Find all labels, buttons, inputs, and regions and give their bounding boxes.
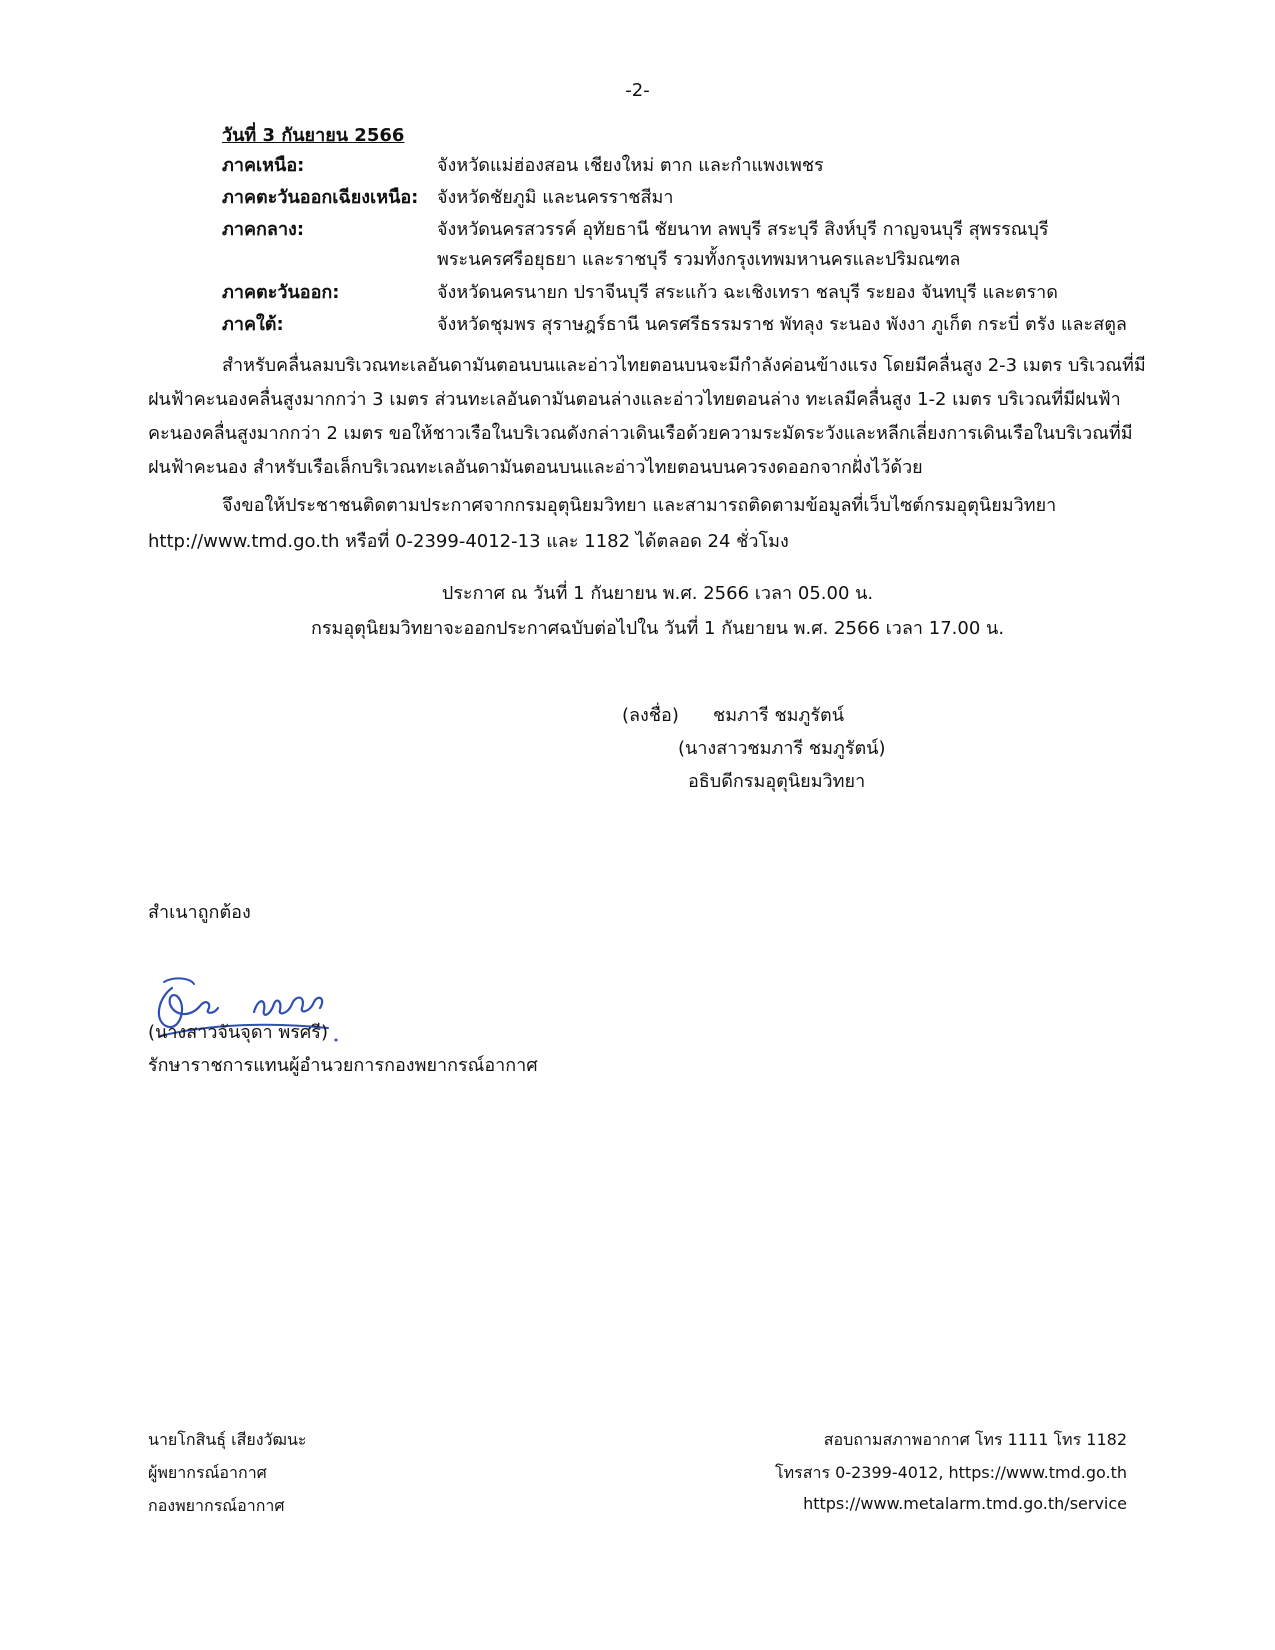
- footer-fax-website: โทรสาร 0-2399-4012, https://www.tmd.go.th: [775, 1463, 1127, 1482]
- paragraph-line: จึงขอให้ประชาชนติดตามประกาศจากกรมอุตุนิยมวิทยา และสามารถติดตามข้อมูลที่เว็บไซต์กรมอุตุนิยมวิทยา: [222, 495, 1057, 516]
- certified-name: (นางสาวจันจุดา พรศรี): [148, 1022, 328, 1043]
- page-number: -2-: [625, 80, 650, 101]
- paragraph-line: ฝนฟ้าคะนอง สำหรับเรือเล็กบริเวณทะเลอันดามันตอนบนและอ่าวไทยตอนบนควรงดออกจากฝั่งไว้ด้วย: [148, 457, 923, 478]
- signatory-position: อธิบดีกรมอุตุนิยมวิทยา: [688, 771, 866, 792]
- paragraph-line: ฝนฟ้าคะนองคลื่นสูงมากกว่า 3 เมตร ส่วนทะเลอันดามันตอนล่างและอ่าวไทยตอนล่าง ทะเลมีคลื่นสูง 1-2 เมตร บริเวณที่มีฝนฟ้า: [148, 389, 1121, 410]
- footer-service-link: https://www.metalarm.tmd.go.th/service: [803, 1494, 1127, 1513]
- paragraph-line: สำหรับคลื่นลมบริเวณทะเลอันดามันตอนบนและอ่าวไทยตอนบนจะมีกำลังค่อนข้างแรง โดยมีคลื่นสูง 2-3 เมตร บริเวณที่มี: [222, 355, 1146, 376]
- next-announce: กรมอุตุนิยมวิทยาจะออกประกาศฉบับต่อไปใน วันที่ 1 กันยายน พ.ศ. 2566 เวลา 17.00 น.: [310, 618, 1005, 639]
- announce-time: ประกาศ ณ วันที่ 1 กันยายน พ.ศ. 2566 เวลา 05.00 น.: [441, 583, 874, 604]
- certified-position: รักษาราชการแทนผู้อำนวยการกองพยากรณ์อากาศ: [148, 1055, 538, 1076]
- region-label: ภาคตะวันออก:: [222, 282, 340, 303]
- paragraph-line: http://www.tmd.go.th หรือที่ 0-2399-4012-13 และ 1182 ได้ตลอด 24 ชั่วโมง: [148, 531, 789, 552]
- region-text: พระนครศรีอยุธยา และราชบุรี รวมทั้งกรุงเทพมหานครและปริมณฑล: [437, 249, 961, 270]
- date-heading: วันที่ 3 กันยายน 2566: [222, 125, 405, 146]
- signed-name: ชมภารี ชมภูรัตน์: [713, 705, 845, 726]
- region-text: จังหวัดนครนายก ปราจีนบุรี สระแก้ว ฉะเชิงเทรา ชลบุรี ระยอง จันทบุรี และตราด: [437, 282, 1058, 303]
- region-text: จังหวัดนครสวรรค์ อุทัยธานี ชัยนาท ลพบุรี สระบุรี สิงห์บุรี กาญจนบุรี สุพรรณบุรี: [437, 219, 1049, 240]
- footer-phone: สอบถามสภาพอากาศ โทร 1111 โทร 1182: [823, 1430, 1127, 1449]
- region-label: ภาคกลาง:: [222, 219, 305, 240]
- region-text: จังหวัดชัยภูมิ และนครราชสีมา: [437, 187, 674, 208]
- signatory-full-name: (นางสาวชมภารี ชมภูรัตน์): [678, 738, 886, 759]
- paragraph-line: คะนองคลื่นสูงมากกว่า 2 เมตร ขอให้ชาวเรือในบริเวณดังกล่าวเดินเรือด้วยความระมัดระวังและหลีกเลี่ยงการเดินเรือในบริเวณที่มี: [148, 423, 1133, 444]
- footer-division: กองพยากรณ์อากาศ: [148, 1496, 285, 1515]
- region-text: จังหวัดแม่ฮ่องสอน เชียงใหม่ ตาก และกำแพงเพชร: [437, 155, 824, 176]
- region-label: ภาคตะวันออกเฉียงเหนือ:: [222, 187, 419, 208]
- certified-label: สำเนาถูกต้อง: [148, 902, 251, 923]
- region-label: ภาคเหนือ:: [222, 155, 305, 176]
- region-label: ภาคใต้:: [222, 314, 284, 335]
- signed-prefix: (ลงชื่อ): [622, 705, 679, 726]
- region-text: จังหวัดชุมพร สุราษฎร์ธานี นครศรีธรรมราช พัทลุง ระนอง พังงา ภูเก็ต กระบี่ ตรัง และสตูล: [437, 314, 1127, 335]
- footer-forecaster-name: นายโกสินธุ์ เสียงวัฒนะ: [148, 1430, 307, 1449]
- footer-forecaster-title: ผู้พยากรณ์อากาศ: [148, 1463, 267, 1482]
